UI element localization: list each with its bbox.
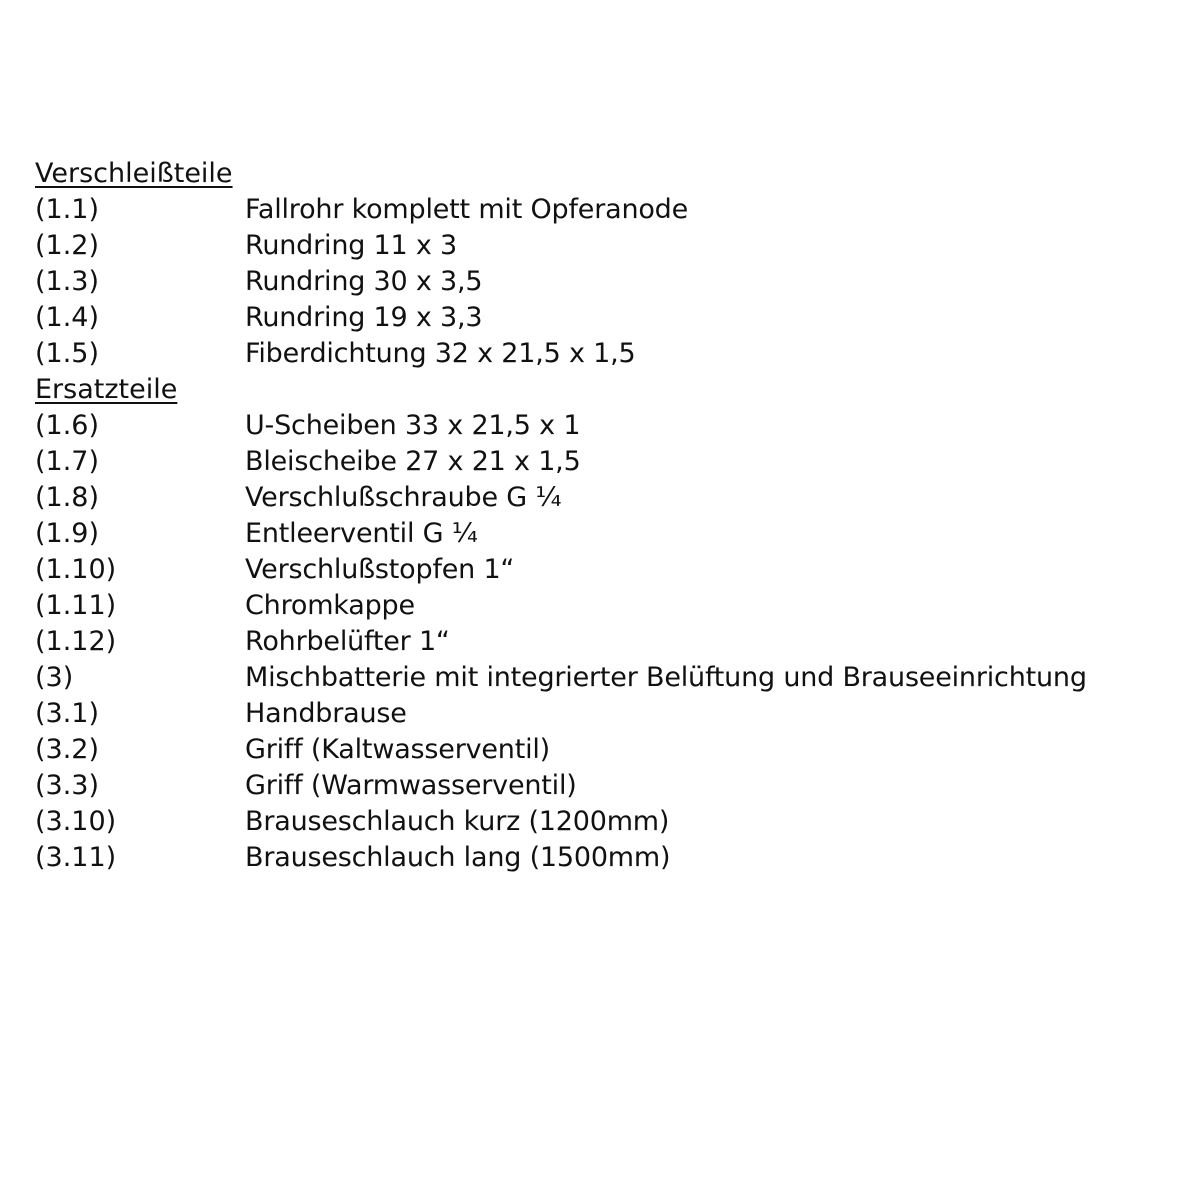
item-description: Handbrause [245, 698, 407, 729]
item-code: (1.12) [35, 626, 117, 657]
list-item [35, 228, 1195, 264]
list-item [35, 192, 1195, 228]
list-item [35, 696, 1195, 732]
parts-list [35, 156, 1195, 876]
item-description: Rundring 11 x 3 [245, 230, 458, 261]
list-item [35, 264, 1195, 300]
item-code: (3.1) [35, 698, 100, 729]
item-description: Griff (Kaltwasserventil) [245, 734, 551, 765]
item-description: Rohrbelüfter 1“ [245, 626, 450, 657]
item-description: Verschlußschraube G ¼ [245, 482, 562, 513]
item-description: Bleischeibe 27 x 21 x 1,5 [245, 446, 581, 477]
section-heading-verschleissteile [35, 156, 1195, 192]
list-item [35, 444, 1195, 480]
item-code: (1.10) [35, 554, 117, 585]
list-item [35, 624, 1195, 660]
section-heading-ersatzteile [35, 372, 1195, 408]
item-code: (1.2) [35, 230, 100, 261]
item-description: Chromkappe [245, 590, 415, 621]
item-description: Mischbatterie mit integrierter Belüftung und Brauseeinrichtung [245, 662, 1087, 693]
item-description: Rundring 30 x 3,5 [245, 266, 483, 297]
item-description: Fallrohr komplett mit Opferanode [245, 194, 689, 225]
item-description: Rundring 19 x 3,3 [245, 302, 483, 333]
list-item [35, 804, 1195, 840]
list-item [35, 480, 1195, 516]
section-heading-text: Ersatzteile [35, 374, 178, 405]
item-code: (1.11) [35, 590, 117, 621]
list-item [35, 516, 1195, 552]
list-item [35, 768, 1195, 804]
item-code: (1.1) [35, 194, 100, 225]
list-item [35, 336, 1195, 372]
list-item [35, 588, 1195, 624]
item-description: Fiberdichtung 32 x 21,5 x 1,5 [245, 338, 636, 369]
item-description: Griff (Warmwasserventil) [245, 770, 577, 801]
item-description: Verschlußstopfen 1“ [245, 554, 515, 585]
item-code: (1.5) [35, 338, 100, 369]
item-code: (3.2) [35, 734, 100, 765]
item-code: (1.3) [35, 266, 100, 297]
list-item [35, 732, 1195, 768]
item-code: (1.6) [35, 410, 100, 441]
item-code: (3.11) [35, 842, 117, 873]
list-item [35, 300, 1195, 336]
item-description: Entleerventil G ¼ [245, 518, 478, 549]
list-item [35, 660, 1195, 696]
list-item [35, 552, 1195, 588]
item-code: (3) [35, 662, 74, 693]
item-description: Brauseschlauch kurz (1200mm) [245, 806, 670, 837]
item-code: (1.4) [35, 302, 100, 333]
section-heading-text: Verschleißteile [35, 158, 233, 189]
list-item [35, 840, 1195, 876]
item-code: (1.8) [35, 482, 100, 513]
item-description: Brauseschlauch lang (1500mm) [245, 842, 671, 873]
item-code: (3.3) [35, 770, 100, 801]
list-item [35, 408, 1195, 444]
item-code: (1.7) [35, 446, 100, 477]
item-code: (1.9) [35, 518, 100, 549]
item-code: (3.10) [35, 806, 117, 837]
item-description: U-Scheiben 33 x 21,5 x 1 [245, 410, 581, 441]
